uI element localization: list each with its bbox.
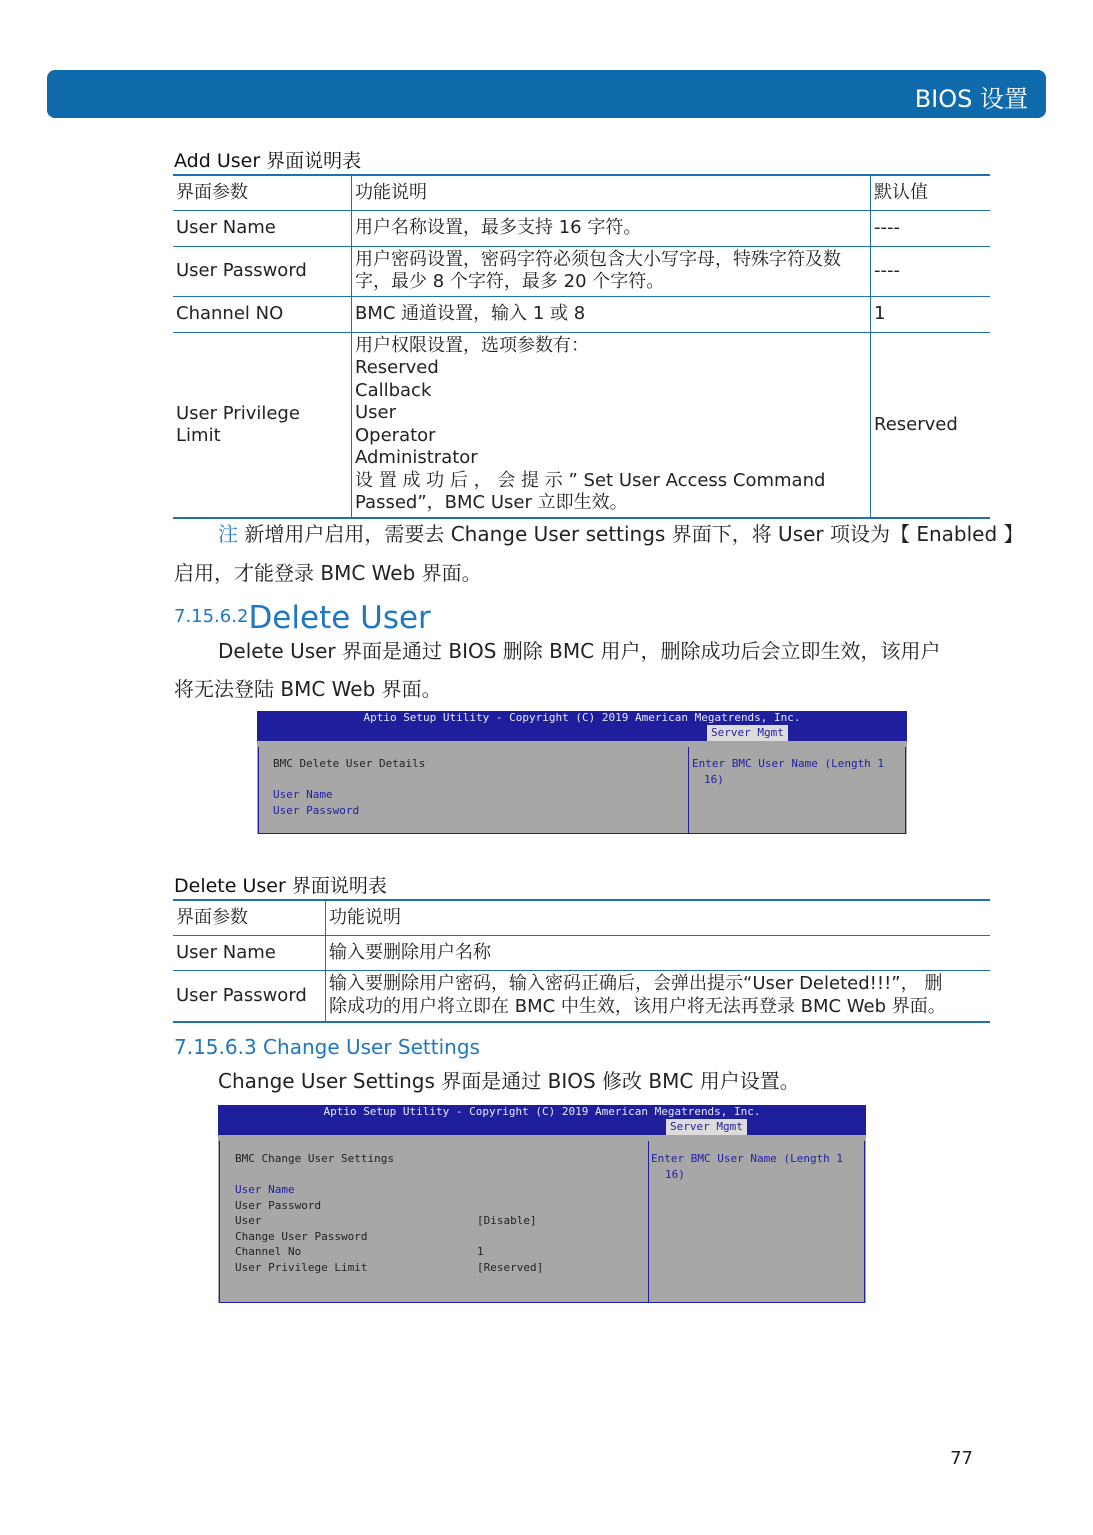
desc-cell [326, 970, 991, 1022]
desc-line: 设 置 成 功 后 ， 会 提 示 ” Set User Access Command [355, 469, 826, 491]
change-user-para: Change User Settings 界面是通过 BIOS 修改 BMC 用户设置。 [218, 1069, 800, 1093]
header-bar [47, 70, 1046, 118]
desc-line: Callback [355, 379, 432, 401]
tab-server-mgmt[interactable]: Server Mgmt [707, 725, 788, 741]
bios-divider [688, 747, 689, 834]
delete-user-para-1: Delete User 界面是通过 BIOS 删除 BMC 用户，删除成功后会立即生效，该用户 [218, 639, 941, 663]
add-user-table [173, 174, 990, 519]
bios-change-user-screenshot [218, 1105, 866, 1303]
bios-item-user-privilege-limit[interactable]: User Privilege Limit [235, 1261, 368, 1274]
delete-user-table [173, 899, 990, 1023]
note-text: 新增用户启用，需要去 Change User settings 界面下，将 User 项设为【 Enabled 】 [244, 522, 1024, 546]
desc-cell: 用户名称设置，最多支持 16 字符。 [352, 210, 871, 246]
table-header-cell: 功能说明 [352, 175, 871, 210]
bios-title-bar [257, 711, 907, 741]
note-mark: 注 [218, 522, 238, 546]
bios-divider [648, 1141, 649, 1303]
tab-server-mgmt[interactable]: Server Mgmt [666, 1119, 747, 1135]
desc-line: Passed”，BMC User 立即生效。 [355, 492, 628, 513]
bios-help-text: Enter BMC User Name (Length 1 [651, 1152, 844, 1165]
param-cell: User Name [173, 210, 352, 246]
section-heading-change-user-settings: 7.15.6.3 Change User Settings [174, 1035, 480, 1059]
param-cell: User Password [173, 970, 326, 1022]
table-header-cell: 功能说明 [326, 900, 991, 935]
section-heading-delete-user [174, 600, 431, 636]
bios-help-text-2: 16) [665, 1168, 685, 1181]
table-header-row [173, 900, 990, 935]
bios-help-text-2: 16) [704, 773, 724, 786]
section-title: Delete User [248, 600, 431, 636]
bios-title: Aptio Setup Utility - Copyright (C) 2019 American Megatrends, Inc. [323, 1105, 761, 1118]
bios-title-bar [218, 1105, 866, 1135]
delete-user-para-2: 将无法登陆 BMC Web 界面。 [174, 677, 442, 701]
desc-cell [352, 332, 871, 518]
desc-line: 用户密码设置，密码字符必须包含大小写字母，特殊字符及数 [355, 248, 841, 270]
desc-cell [352, 246, 871, 296]
delete-user-table-caption: Delete User 界面说明表 [174, 875, 387, 897]
desc-cell: 输入要删除用户名称 [326, 935, 991, 970]
default-cell: 1 [871, 296, 991, 332]
bios-item-user-name[interactable]: User Name [235, 1183, 295, 1196]
bios-help-text: Enter BMC User Name (Length 1 [692, 757, 885, 770]
note-line-1 [218, 515, 1024, 553]
param-cell: User Password [173, 246, 352, 296]
table-header-cell: 默认值 [871, 175, 991, 210]
desc-line: Operator [355, 424, 436, 446]
bios-item-channel-no[interactable]: Channel No [235, 1245, 302, 1258]
desc-line: 字，最少 8 个字符，最多 20 个字符。 [355, 271, 665, 292]
default-cell: ---- [871, 210, 991, 246]
page-number: 77 [950, 1448, 973, 1469]
desc-line: 输入要删除用户密码，输入密码正确后，会弹出提示“User Deleted!!!”， 删 [329, 973, 943, 995]
table-row [173, 970, 990, 1022]
desc-cell: BMC 通道设置，输入 1 或 8 [352, 296, 871, 332]
bios-item-user-password[interactable]: User Password [273, 804, 360, 817]
default-cell: ---- [871, 246, 991, 296]
table-header-cell: 界面参数 [173, 900, 326, 935]
bios-item-user-password[interactable]: User Password [235, 1199, 322, 1212]
bios-delete-user-screenshot [257, 711, 907, 834]
default-cell: Reserved [874, 413, 958, 435]
desc-line: Administrator [355, 447, 478, 468]
bios-value-channel-no[interactable]: 1 [477, 1245, 484, 1258]
bios-frame [219, 1141, 865, 1303]
bios-section-title: BMC Delete User Details [273, 757, 426, 770]
desc-line: 用户权限设置，选项参数有： [355, 334, 589, 356]
desc-line: 除成功的用户将立即在 BMC 中生效，该用户将无法再登录 BMC Web 界面。 [329, 995, 946, 1017]
add-user-table-caption: Add User 界面说明表 [174, 150, 362, 172]
header-title: BIOS 设置 [914, 85, 1028, 113]
param-cell: Channel NO [173, 296, 352, 332]
table-header-cell: 界面参数 [173, 175, 352, 210]
bios-value-user-privilege-limit[interactable]: [Reserved] [477, 1261, 544, 1274]
param-cell: User Name [173, 935, 326, 970]
bios-value-user[interactable]: [Disable] [477, 1214, 537, 1227]
table-header-row [173, 175, 990, 210]
section-number: 7.15.6.2 [174, 606, 249, 627]
table-row [173, 210, 990, 246]
table-row [173, 935, 990, 970]
bios-title: Aptio Setup Utility - Copyright (C) 2019 American Megatrends, Inc. [363, 711, 801, 724]
bios-item-change-user-password[interactable]: Change User Password [235, 1230, 368, 1243]
bios-item-user-name[interactable]: User Name [273, 788, 333, 801]
bios-section-title: BMC Change User Settings [235, 1152, 394, 1165]
table-row [173, 296, 990, 332]
table-row [173, 332, 990, 518]
note-line-2: 启用，才能登录 BMC Web 界面。 [174, 561, 482, 585]
desc-line: User [355, 402, 397, 423]
bios-item-user[interactable]: User [235, 1214, 262, 1227]
desc-line: Reserved [355, 357, 439, 378]
param-cell: User Privilege Limit [173, 332, 352, 518]
table-row [173, 246, 990, 296]
